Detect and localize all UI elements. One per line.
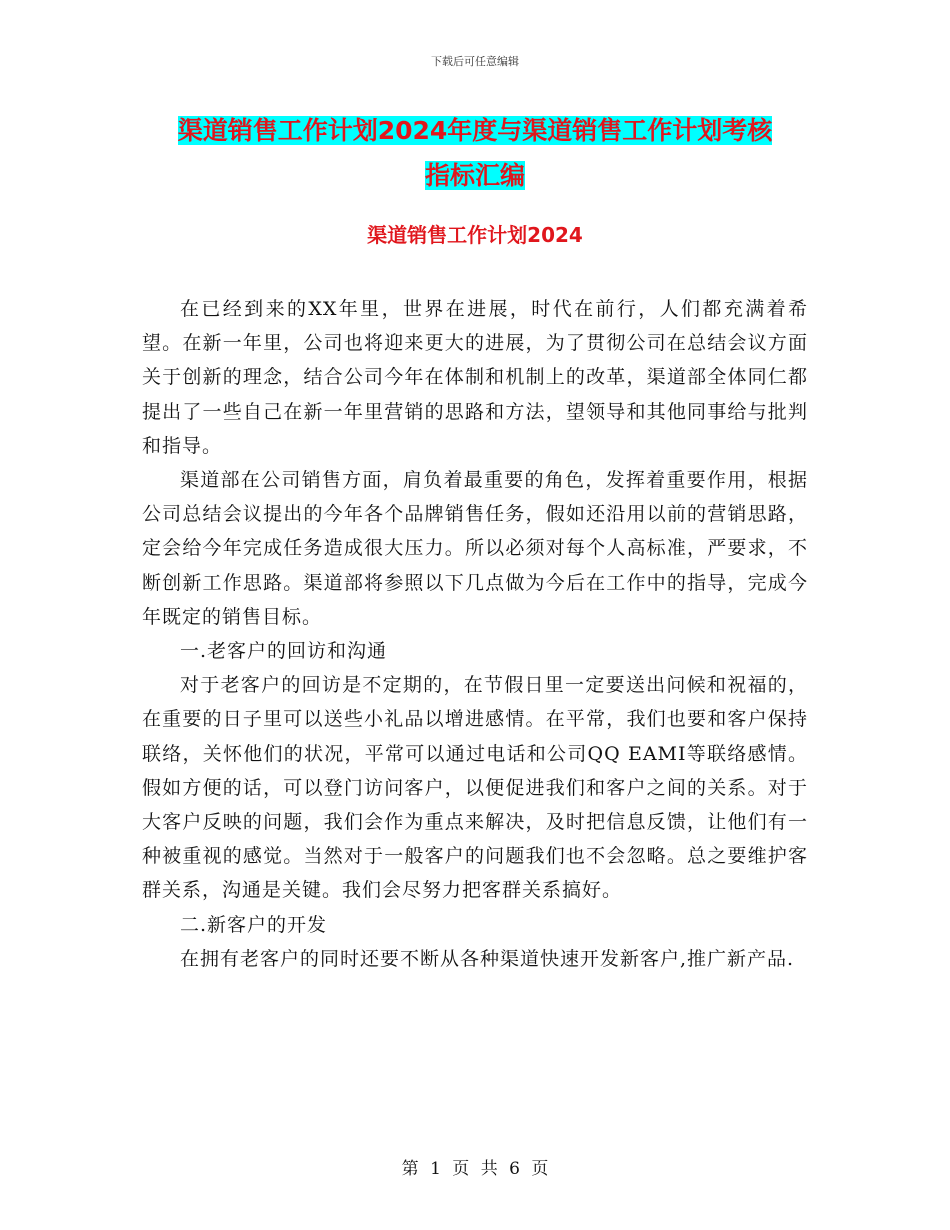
heading-old-customers: 一.老客户的回访和沟通 [180, 640, 388, 663]
page-header-note: 下载后可任意编辑 [431, 55, 519, 68]
paragraph-role: 渠道部在公司销售方面，肩负着最重要的角色，发挥着重要作用，根据公司总结会议提出的今年各个品牌销售任务，假如还沿用以前的营销思路，定会给今年完成任务造成很大压力。所以必须对每个人高标准，严要求，不断创新工作思路。渠道部将参照以下几点做为今后在工作中的指导，完成今年既定的销售目标。 [142, 469, 808, 628]
document-title-line-2: 指标汇编 [424, 161, 525, 190]
paragraph-intro: 在已经到来的XX年里，世界在进展，时代在前行，人们都充满着希望。在新一年里，公司也将迎来更大的进展，为了贯彻公司在总结会议方面关于创新的理念，结合公司今年在体制和机制上的改革，渠道部全体同仁都提出了一些自己在新一年里营销的思路和方法，望领导和其他同事给与批判和指导。 [142, 298, 808, 457]
document-body [142, 292, 808, 976]
document-title-line-1: 渠道销售工作计划2024年度与渠道销售工作计划考核 [177, 116, 773, 145]
document-title [140, 108, 810, 198]
page-number: 第 1 页 共 6 页 [401, 1159, 549, 1179]
paragraph-old-customers: 对于老客户的回访是不定期的，在节假日里一定要送出问候和祝福的，在重要的日子里可以送些小礼品以增进感情。在平常，我们也要和客户保持联络，关怀他们的状况，平常可以通过电话和公司QQ EAMI等联络感情。假如方便的话，可以登门访问客户，以便促进我们和客户之间的关系。对于大客户反映的问题，我们会作为重点来解决，及时把信息反馈，让他们有一种被重视的感觉。当然对于一般客户的问题我们也不会忽略。总之要维护客群关系，沟通是关键。我们会尽努力把客群关系搞好。 [142, 674, 808, 902]
section-title: 渠道销售工作计划2024 [367, 223, 583, 247]
heading-new-customers: 二.新客户的开发 [180, 913, 328, 936]
paragraph-new-customers: 在拥有老客户的同时还要不断从各种渠道快速开发新客户,推广新产品. [180, 947, 795, 970]
